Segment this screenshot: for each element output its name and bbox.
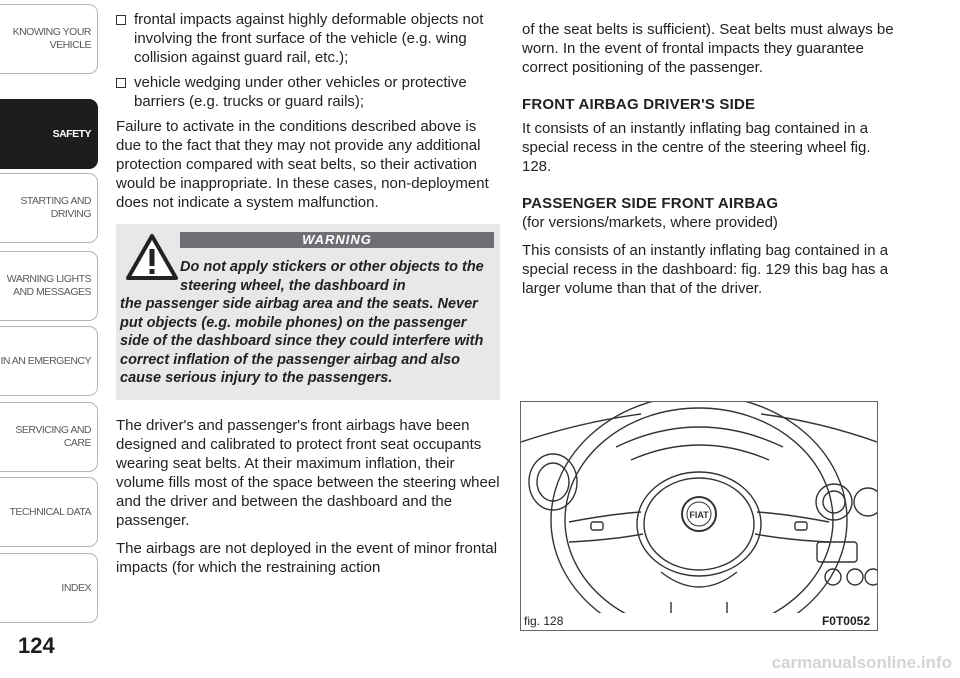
warning-box xyxy=(116,224,500,400)
tab-label: SERVICING AND xyxy=(15,424,91,436)
section-heading: PASSENGER SIDE FRONT AIRBAG xyxy=(522,195,779,212)
tab-warning-lights[interactable] xyxy=(0,251,98,321)
tab-index[interactable] xyxy=(0,553,98,623)
tab-in-an-emergency[interactable] xyxy=(0,326,98,396)
tab-label: KNOWING YOUR xyxy=(12,26,91,38)
tab-label: CARE xyxy=(63,437,91,449)
section-heading: FRONT AIRBAG DRIVER'S SIDE xyxy=(522,96,756,113)
steering-wheel-figure xyxy=(520,401,878,631)
figure-code: F0T0052 xyxy=(821,614,870,628)
warning-triangle-icon xyxy=(126,233,178,281)
figure-label: fig. 128 xyxy=(524,614,564,628)
paragraph: The driver's and passenger's front airbags have been designed and calibrated to protect front seat occupants wearing seat belts. At their maximum inflation, their volume fills most of the space between the steering wheel and the driver and between the dashboard and the passenger. xyxy=(116,416,500,529)
tab-knowing-your-vehicle[interactable] xyxy=(0,4,98,74)
tab-label: STARTING AND xyxy=(20,195,91,207)
tab-label: TECHNICAL DATA xyxy=(9,505,91,518)
warning-title: WARNING xyxy=(180,232,494,248)
right-column xyxy=(522,20,900,307)
watermark: carmanualsonline.info xyxy=(771,653,952,672)
list-item xyxy=(116,10,500,67)
fiat-badge-text: FIAT xyxy=(689,510,709,520)
warning-text: the passenger side airbag area and the seats. Never put objects (e.g. mobile phones) on the passenger side of the dashboard since they could interfere with correct inflation of the passenger airbag and also cause serious injury to the passengers. xyxy=(120,296,484,386)
steering-wheel-illustration xyxy=(521,402,877,613)
tab-label: DRIVING xyxy=(50,208,91,220)
paragraph: of the seat belts is sufficient). Seat belts must always be worn. In the event of frontal impacts they guarantee correct positioning of the passenger. xyxy=(522,21,894,76)
tab-label: SAFETY xyxy=(52,127,91,140)
warning-text: Do not apply stickers or other objects to the steering wheel, the dashboard in xyxy=(180,259,484,294)
tab-label: VEHICLE xyxy=(49,39,91,51)
list-item-text: vehicle wedging under other vehicles or protective barriers (e.g. trucks or guard rails); xyxy=(134,74,467,110)
tab-label: INDEX xyxy=(61,581,91,594)
checkbox-bullet-icon xyxy=(116,15,126,25)
tab-label: IN AN EMERGENCY xyxy=(0,354,91,367)
paragraph: This consists of an instantly inflating bag contained in a special recess in the dashboard: fig. 129 this bag has a larger volume than that of the driver. xyxy=(522,242,889,297)
page-number: 124 xyxy=(18,633,55,658)
tab-starting-and-driving[interactable] xyxy=(0,173,98,243)
paragraph: (for versions/markets, where provided) xyxy=(522,214,778,231)
tab-servicing-and-care[interactable] xyxy=(0,402,98,472)
left-column xyxy=(116,10,500,586)
tab-technical-data[interactable] xyxy=(0,477,98,547)
tab-label: AND MESSAGES xyxy=(12,286,91,298)
paragraph: It consists of an instantly inflating bag contained in a special recess in the centre of the steering wheel fig. 128. xyxy=(522,120,871,175)
list-item xyxy=(116,73,500,111)
paragraph: The airbags are not deployed in the event of minor frontal impacts (for which the restraining action xyxy=(116,539,498,576)
tab-label: WARNING LIGHTS xyxy=(6,273,91,285)
checkbox-bullet-icon xyxy=(116,78,126,88)
list-item-text: frontal impacts against highly deformable objects not involving the front surface of the vehicle (e.g. wing collision against guard rail, etc.); xyxy=(134,11,484,66)
paragraph: Failure to activate in the conditions described above is due to the fact that they may not provide any additional protection compared with seat belts, so their activation would be inappropriate. In these cases, non-deployment does not indicate a system malfunction. xyxy=(116,118,489,211)
tab-safety[interactable] xyxy=(0,99,98,169)
